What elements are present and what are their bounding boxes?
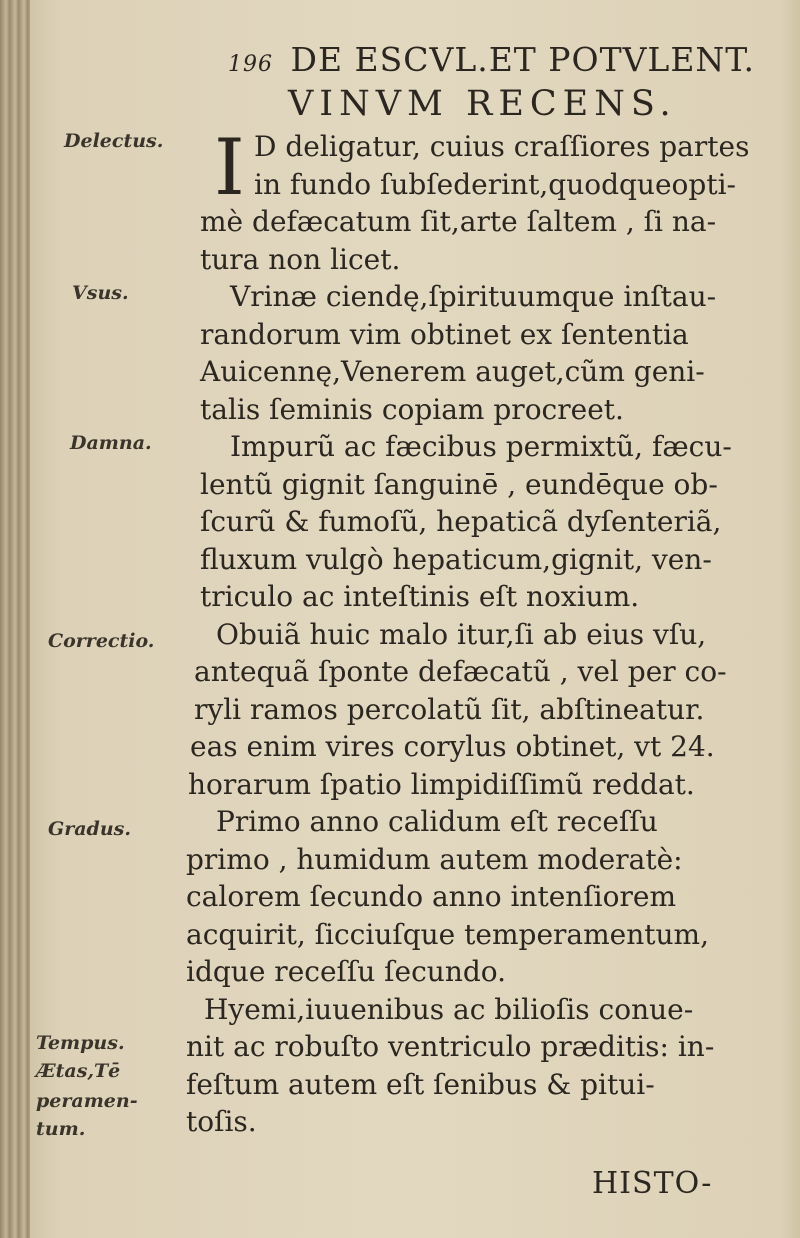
text-line: ſcurũ & fumoſũ, hepaticã dyſenteriã, [200,505,722,538]
text-line: antequã ſponte defæcatũ , vel per co- [194,655,727,688]
text-line: Obuiã huic malo itur,ſi ab eius vſu, [216,617,707,651]
text-line: D deligatur, cuius craſſiores partes [254,130,750,163]
margin-note-temperamentum: peramen- [36,1090,138,1112]
section-title: VINVM RECENS. [288,84,677,124]
body-text [186,123,776,1141]
text-line: idque receſſu ſecundo. [186,955,507,988]
text-line: tura non licet. [200,242,401,276]
margin-note-tum: tum. [36,1118,86,1140]
margin-note-damna: Damna. [70,432,152,454]
book-gutter [0,0,30,1238]
catchword: HISTO- [592,1166,713,1201]
margin-note-correctio: Correctio. [48,630,155,652]
text-line: talis ſeminis copiam procreet. [200,392,624,426]
text-line: toſis. [186,1105,257,1138]
page-number: 196 [228,52,273,77]
text-line: randorum vim obtinet ex ſententia [200,317,689,351]
text-line: feſtum autem eſt ſenibus & pitui- [186,1067,655,1101]
text-line: in fundo ſubſederint,quodqueopti- [254,167,736,201]
margin-note-gradus: Gradus. [48,818,131,840]
margin-note-delectus: Delectus. [64,130,164,152]
margin-note-tempus: Tempus. [36,1032,125,1054]
text-line: nit ac robuſto ventriculo præditis: in- [186,1030,715,1063]
margin-note-aetas: Ætas,Tē [36,1060,121,1082]
text-line: Hyemi,iuuenibus ac bilioſis conue- [204,992,694,1026]
text-line: fluxum vulgò hepaticum,gignit, ven- [200,542,712,576]
text-line: Vrinæ ciendę,ſpirituumque inſtau- [230,280,717,313]
text-line: Auicennę,Venerem auget,cũm geni- [200,355,705,388]
text-line: horarum ſpatio limpidiſſimũ reddat. [188,767,695,801]
text-line: mè defæcatum ſit,arte ſaltem , ſi na- [200,205,717,238]
text-line: ryli ramos percolatũ ſit, abſtineatur. [194,692,705,726]
text-line: acquirit, ſicciuſque temperamentum, [186,917,709,951]
text-line: triculo ac inteſtinis eſt noxium. [200,580,640,613]
text-line: calorem ſecundo anno intenſiorem [186,880,676,913]
text-line: eas enim vires corylus obtinet, vt 24. [190,730,715,763]
margin-note-usus: Vsus. [72,282,129,304]
text-line: Primo anno calidum eſt receſſu [216,805,658,838]
drop-cap: I [214,123,245,213]
running-head [228,40,788,79]
text-line: lentũ gignit ſanguinē , eundēque ob- [200,467,718,501]
running-title: DE ESCVL.ET POTVLENT. [290,40,755,79]
text-line: Impurũ ac fæcibus permixtũ, fæcu- [230,430,732,463]
text-line: primo , humidum autem moderatè: [186,842,683,876]
